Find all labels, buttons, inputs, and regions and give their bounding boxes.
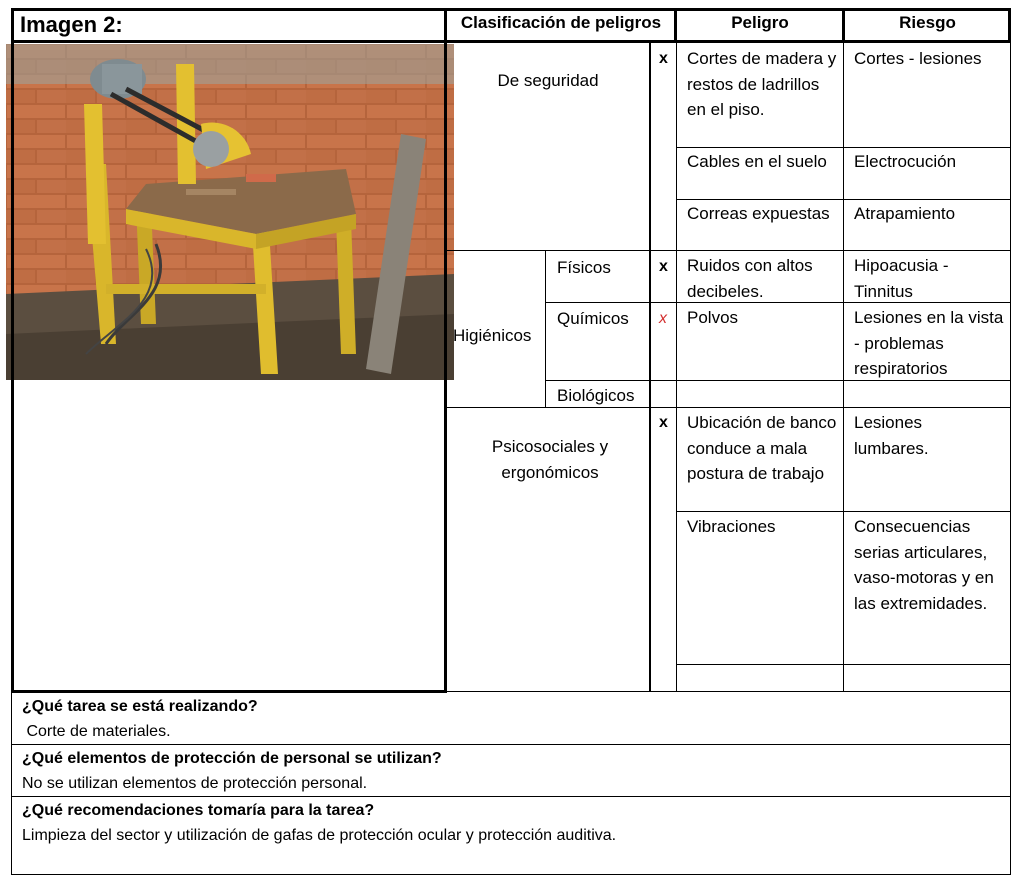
question-task: ¿Qué tarea se está realizando?: [22, 698, 258, 715]
question-box-left: [11, 691, 12, 875]
mark-seguridad: x: [659, 50, 668, 67]
question-box-top: [11, 691, 1011, 692]
header-bottom-line: [11, 40, 1010, 43]
row-7-hazard: Vibraciones: [687, 517, 776, 536]
table-saw-photo: [6, 44, 454, 380]
row-3-risk: Atrapamiento: [854, 204, 956, 223]
header-right: [1008, 8, 1011, 43]
row-line-4: [545, 302, 1010, 303]
row-line-2: [676, 199, 1010, 200]
border-right: [1010, 42, 1011, 874]
row-1-hazard: Cortes de madera y restos de ladrillos en el piso.: [687, 49, 837, 120]
risk-column-left: [843, 42, 844, 692]
header-div-1: [674, 8, 677, 43]
mark-psicosociales: x: [659, 414, 668, 431]
header-hazard: Peligro: [731, 13, 789, 32]
subcategory-fisicos: Físicos: [557, 258, 611, 277]
photo-column-right: [444, 8, 447, 692]
row-line-8: [676, 664, 1010, 665]
row-7-risk: Consecuencias serias articulares, vaso-motoras y en las extremidades.: [854, 517, 994, 613]
row-6-risk: Lesiones lumbares.: [854, 413, 929, 458]
subcategory-quimicos: Químicos: [557, 309, 629, 328]
image-label: Imagen 2:: [20, 12, 123, 37]
mark-quimicos: x: [659, 310, 667, 327]
row-line-1: [676, 147, 1010, 148]
row-line-6: [445, 407, 1010, 408]
question-box-bottom: [11, 874, 1011, 875]
row-4-hazard: Ruidos con altos decibeles.: [687, 256, 813, 301]
row-3-hazard: Correas expuestas: [687, 204, 830, 223]
row-line-5: [545, 380, 1010, 381]
answer-recommendations: Limpieza del sector y utilización de gafas de protección ocular y protección auditiva.: [22, 827, 617, 844]
border-top: [11, 8, 1010, 11]
border-left: [11, 8, 14, 692]
header-risk: Riesgo: [899, 13, 956, 32]
mark-fisicos: x: [659, 258, 668, 275]
row-1-risk: Cortes - lesiones: [854, 49, 982, 68]
row-line-7: [676, 511, 1010, 512]
subcategory-biologicos: Biológicos: [557, 386, 635, 405]
row-2-hazard: Cables en el suelo: [687, 152, 827, 171]
row-5-hazard: Polvos: [687, 308, 739, 327]
header-classification: Clasificación de peligros: [460, 13, 662, 32]
answer-ppe: No se utilizan elementos de protección personal.: [22, 775, 368, 792]
row-5-risk: Lesiones en la vista - problemas respiratorios: [854, 308, 1004, 379]
question-ppe: ¿Qué elementos de protección de personal se utilizan?: [22, 750, 442, 767]
category-seguridad: De seguridad: [497, 71, 599, 90]
row-line-3: [445, 250, 1010, 251]
row-4-risk: Hipoacusia - Tinnitus: [854, 256, 949, 301]
category-psicosociales: Psicosociales y ergonómicos: [491, 437, 609, 482]
subcategory-column-left: [545, 250, 546, 408]
answer-task: Corte de materiales.: [22, 723, 171, 740]
hazard-column-left: [676, 42, 677, 692]
table-saw-illustration: [6, 44, 454, 380]
question-recommendations: ¿Qué recomendaciones tomaría para la tarea?: [22, 802, 375, 819]
row-2-risk: Electrocución: [854, 152, 957, 171]
category-higienicos: Higiénicos: [453, 326, 532, 345]
header-div-2: [842, 8, 845, 43]
question-line-1: [11, 744, 1011, 745]
question-line-2: [11, 796, 1011, 797]
mark-column-left: [649, 42, 651, 692]
row-6-hazard: Ubicación de banco conduce a mala postura de trabajo: [687, 413, 837, 484]
